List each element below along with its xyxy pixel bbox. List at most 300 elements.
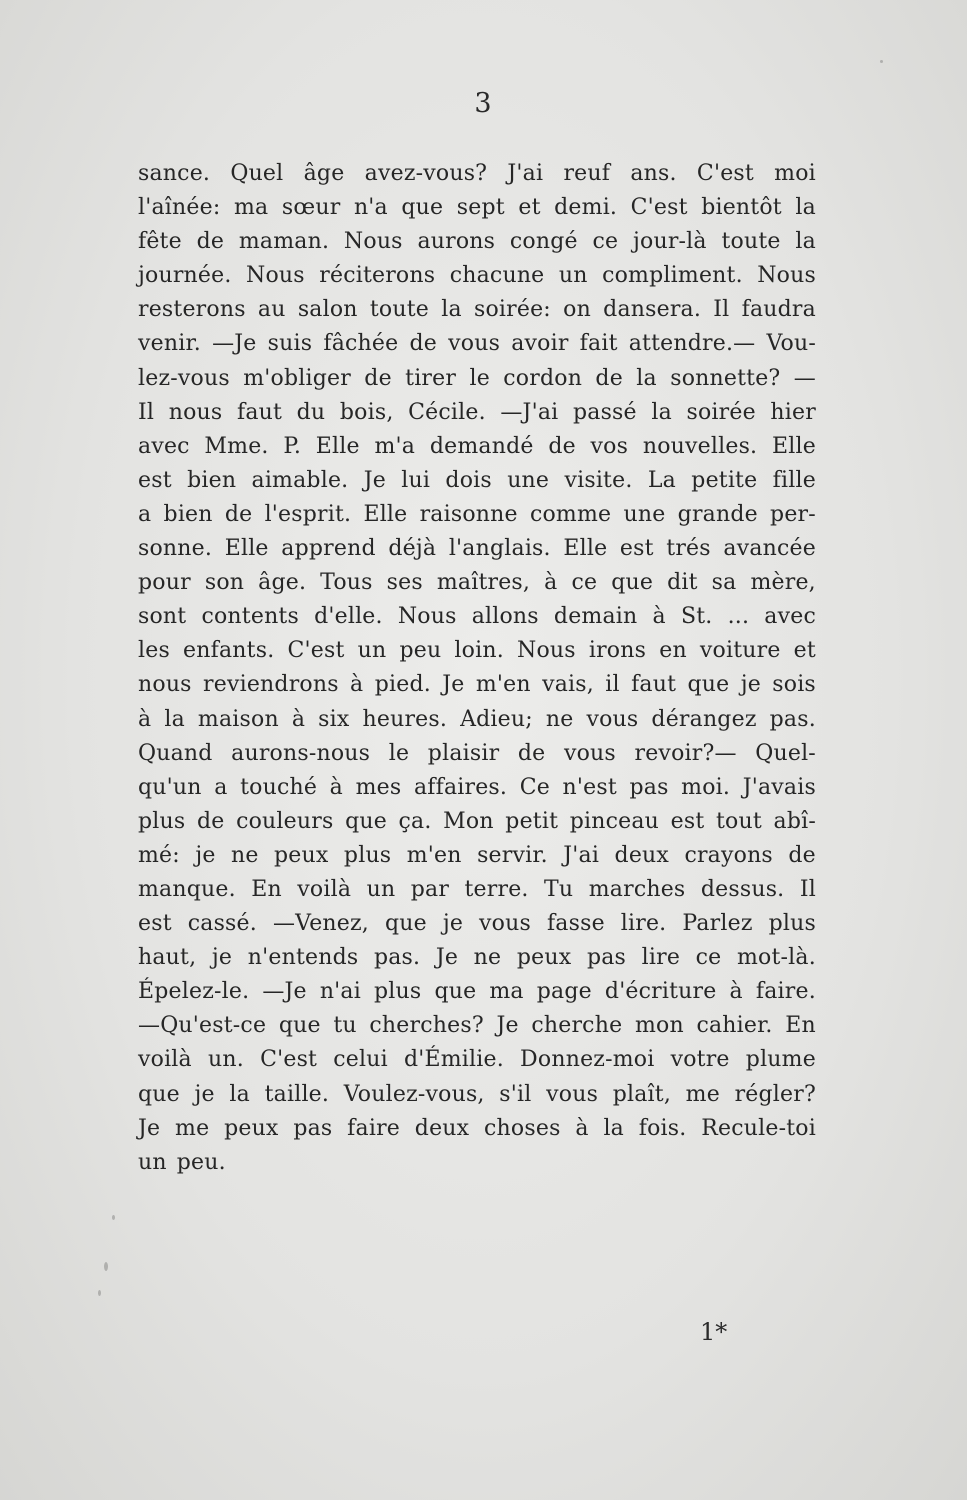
word: toute xyxy=(721,229,781,255)
word: cahier. xyxy=(696,1013,773,1039)
word: C'est xyxy=(260,1047,318,1073)
word: aurons-nous xyxy=(231,740,371,766)
word: il xyxy=(605,672,620,698)
text-line xyxy=(138,771,816,805)
word: le xyxy=(469,365,490,391)
word: avec xyxy=(764,604,816,630)
word: vous xyxy=(586,706,639,732)
word: de xyxy=(196,229,225,255)
word: du xyxy=(296,399,326,425)
word: la xyxy=(229,1081,250,1107)
word: par xyxy=(410,876,450,902)
word: Mme. xyxy=(204,433,269,459)
word: vous xyxy=(479,911,531,937)
word: En xyxy=(785,1013,816,1039)
word: ma xyxy=(233,195,269,221)
word: peu xyxy=(399,638,442,664)
word: salon xyxy=(297,297,358,323)
word: Mon xyxy=(443,808,494,834)
word: visite. xyxy=(564,467,633,493)
word: demi. xyxy=(554,195,618,221)
text-line xyxy=(138,191,816,225)
word: de xyxy=(548,433,576,459)
word: à xyxy=(652,604,666,630)
word: demandé xyxy=(429,433,534,459)
word: Parlez xyxy=(682,911,753,937)
text-line xyxy=(138,907,816,941)
word: et xyxy=(518,195,541,221)
word: fait xyxy=(579,331,618,357)
word: m'en xyxy=(475,672,531,698)
word: le xyxy=(388,740,410,766)
word: Adieu; xyxy=(460,706,533,732)
word: s'il xyxy=(499,1081,532,1107)
word: à xyxy=(350,672,364,698)
word: trés xyxy=(666,536,711,562)
word: je xyxy=(740,672,761,698)
word: maîtres, xyxy=(436,570,531,596)
word: Nous xyxy=(397,604,457,630)
text-line xyxy=(138,1043,816,1077)
word: Tu xyxy=(544,876,574,902)
text-line xyxy=(138,600,816,634)
word: En xyxy=(251,876,282,902)
word: Il xyxy=(138,399,155,425)
word: haut, xyxy=(138,945,197,971)
word: J'avais xyxy=(742,774,816,800)
word: tirer xyxy=(405,365,457,391)
word: couleurs xyxy=(236,808,334,834)
word: fâchée xyxy=(323,331,399,357)
text-line xyxy=(138,259,816,293)
text-line xyxy=(138,941,816,975)
word: loin. xyxy=(454,638,504,664)
word: congé xyxy=(509,229,578,255)
word: mot-là. xyxy=(736,945,816,971)
word: resterons xyxy=(138,297,246,323)
paper-speck xyxy=(98,1290,101,1296)
word: Je xyxy=(496,1013,519,1039)
word: ce xyxy=(571,570,598,596)
word: Épelez-le. xyxy=(138,979,250,1005)
word: m'obliger xyxy=(243,365,351,391)
word: la xyxy=(651,399,672,425)
word: une xyxy=(623,501,666,527)
word: pinceau xyxy=(569,808,660,834)
word: contents xyxy=(201,604,299,630)
word: je xyxy=(194,1081,215,1107)
word: Ce xyxy=(519,774,550,800)
word: ne xyxy=(473,945,502,971)
paper-speck xyxy=(104,1262,108,1271)
text-line xyxy=(138,362,816,396)
word: —J'ai xyxy=(500,399,559,425)
word: bien xyxy=(187,467,237,493)
body-text xyxy=(138,157,816,1180)
word: l'aînée: xyxy=(138,195,221,221)
word: pas. xyxy=(373,945,421,971)
word: C'est xyxy=(630,195,688,221)
text-line xyxy=(138,1112,816,1146)
word: sonne. xyxy=(138,536,213,562)
word: vous xyxy=(546,1081,599,1107)
word: mère, xyxy=(750,570,816,596)
word: et xyxy=(793,638,816,664)
word: Il xyxy=(799,876,816,902)
word: touché xyxy=(240,774,318,800)
word: déjà xyxy=(388,536,437,562)
text-line xyxy=(138,430,816,464)
word: vous xyxy=(448,331,501,357)
word: Je xyxy=(363,467,386,493)
word: régler? xyxy=(734,1081,816,1107)
word: de xyxy=(409,331,438,357)
text-line xyxy=(138,634,816,668)
word: irons xyxy=(588,638,647,664)
word: à xyxy=(291,706,306,732)
word: son xyxy=(204,570,245,596)
word: Tous xyxy=(320,570,373,596)
text-line xyxy=(138,293,816,327)
word: C'est xyxy=(696,161,754,186)
word: à xyxy=(138,706,152,732)
word: Nous xyxy=(246,263,305,289)
word: plume xyxy=(745,1047,816,1073)
word: Recule-toi xyxy=(701,1115,816,1141)
word: La xyxy=(647,467,676,493)
word: voiture xyxy=(699,638,781,664)
word: au xyxy=(257,297,286,323)
word: ma xyxy=(489,979,524,1005)
word: Cécile. xyxy=(408,399,486,425)
word: maman. xyxy=(238,229,330,255)
word: nous xyxy=(168,399,223,425)
word: affaires. xyxy=(413,774,508,800)
word: dansera. xyxy=(603,297,702,323)
word: peux xyxy=(516,945,572,971)
word: de xyxy=(595,365,623,391)
word: de xyxy=(196,808,225,834)
word: toute xyxy=(369,297,429,323)
word: à xyxy=(544,570,558,596)
word: P. xyxy=(283,433,302,459)
word: ses xyxy=(386,570,423,596)
word: nouvelles. xyxy=(642,433,758,459)
word: Il xyxy=(713,297,730,323)
word: faut xyxy=(631,672,677,698)
word: que xyxy=(611,570,654,596)
word: à xyxy=(329,774,343,800)
word: ce xyxy=(695,945,722,971)
word: voilà xyxy=(297,876,352,902)
word: fille xyxy=(772,467,816,493)
word: pour xyxy=(138,570,191,596)
word: est xyxy=(619,536,654,562)
word: a xyxy=(138,501,152,527)
word: Nous xyxy=(757,263,816,289)
word: peu. xyxy=(176,1149,226,1175)
word: C'est xyxy=(287,638,345,664)
word: Je xyxy=(435,945,459,971)
word: aimable. xyxy=(251,467,349,493)
text-line xyxy=(138,464,816,498)
word: me xyxy=(685,1081,720,1107)
word: —Qu'est-ce xyxy=(138,1013,267,1039)
word: faire. xyxy=(755,979,816,1005)
word: sa xyxy=(711,570,737,596)
word: l'anglais. xyxy=(448,536,551,562)
word: Elle xyxy=(315,433,360,459)
word: deux xyxy=(614,842,670,868)
word: fête xyxy=(138,229,182,255)
paper-speck xyxy=(880,60,883,63)
word: celui xyxy=(333,1047,388,1073)
word: Elle xyxy=(563,536,608,562)
text-line xyxy=(138,703,816,737)
word: dit xyxy=(667,570,698,596)
text-line xyxy=(138,668,816,702)
word: taille. xyxy=(264,1081,330,1107)
text-line xyxy=(138,737,816,771)
word: —Je xyxy=(262,979,307,1005)
word: plus xyxy=(343,842,392,868)
text-line xyxy=(138,1009,816,1043)
word: sont xyxy=(138,604,187,630)
word: mé: xyxy=(138,842,180,868)
word: est xyxy=(138,911,172,937)
text-line xyxy=(138,805,816,839)
word: lui xyxy=(401,467,431,493)
text-line xyxy=(138,975,816,1009)
word: bientôt xyxy=(701,195,782,221)
word: journée. xyxy=(138,263,232,289)
word: suis xyxy=(267,331,313,357)
word: Voulez-vous, xyxy=(343,1081,485,1107)
word: d'écriture xyxy=(604,979,717,1005)
word: que xyxy=(278,1013,321,1039)
text-line xyxy=(138,225,816,259)
word: page xyxy=(536,979,592,1005)
word: la xyxy=(795,229,816,255)
word: grande xyxy=(677,501,758,527)
word: maison xyxy=(197,706,279,732)
word: plaît, xyxy=(612,1081,672,1107)
word: moi. xyxy=(681,774,731,800)
word: soirée: xyxy=(473,297,551,323)
word: plaisir xyxy=(427,740,500,766)
word: J'ai xyxy=(563,842,600,868)
word: venir. xyxy=(138,331,201,357)
word: les xyxy=(138,638,170,664)
word: une xyxy=(507,467,550,493)
word: que xyxy=(384,911,427,937)
text-line xyxy=(138,566,816,600)
word: n'ai xyxy=(319,979,361,1005)
word: mon xyxy=(634,1013,684,1039)
word: revoir?— xyxy=(634,740,737,766)
word: comme xyxy=(529,501,612,527)
word: sœur xyxy=(281,195,341,221)
word: l'esprit. xyxy=(264,501,352,527)
word: attendre.— xyxy=(628,331,756,357)
word: de xyxy=(788,842,816,868)
word: est xyxy=(670,808,705,834)
word: plus xyxy=(768,911,816,937)
word: tu xyxy=(333,1013,357,1039)
word: cherches? xyxy=(369,1013,484,1039)
word: soirée xyxy=(686,399,756,425)
word: per- xyxy=(770,501,816,527)
word: Elle xyxy=(771,433,816,459)
word: avancée xyxy=(723,536,816,562)
word: chacune xyxy=(449,263,545,289)
word: plus xyxy=(138,808,186,834)
word: avec xyxy=(138,433,190,459)
word: peux xyxy=(224,1115,279,1141)
text-line xyxy=(138,873,816,907)
word: je xyxy=(442,911,464,937)
word: que xyxy=(138,1081,180,1107)
word: n'est xyxy=(562,774,617,800)
word: un xyxy=(558,263,588,289)
word: pas xyxy=(293,1115,333,1141)
word: lire. xyxy=(620,911,667,937)
word: de xyxy=(224,501,253,527)
word: âge. xyxy=(258,570,307,596)
word: un. xyxy=(208,1047,244,1073)
word: qu'un xyxy=(138,774,202,800)
word: lire xyxy=(641,945,681,971)
word: fasse xyxy=(546,911,605,937)
word: terre. xyxy=(464,876,529,902)
word: faire xyxy=(347,1115,401,1141)
word: — xyxy=(793,365,816,391)
word: dessus. xyxy=(700,876,785,902)
word: enfants. xyxy=(183,638,275,664)
word: raisonne xyxy=(419,501,518,527)
word: tout xyxy=(716,808,762,834)
word: ans. xyxy=(630,161,677,186)
word: avez-vous? xyxy=(364,161,488,186)
word: passé xyxy=(572,399,637,425)
word: réciterons xyxy=(319,263,436,289)
text-line xyxy=(138,839,816,873)
word: n'entends xyxy=(247,945,359,971)
word: sois xyxy=(772,672,816,698)
word: Quand xyxy=(138,740,213,766)
word: d'elle. xyxy=(314,604,383,630)
word: Nous xyxy=(343,229,403,255)
word: Donnez-moi xyxy=(520,1047,655,1073)
word: petite xyxy=(691,467,758,493)
word: a xyxy=(214,774,228,800)
word: Elle xyxy=(224,536,269,562)
word: de xyxy=(517,740,546,766)
word: je xyxy=(211,945,233,971)
text-line xyxy=(138,157,816,191)
word: St. xyxy=(680,604,713,630)
text-line xyxy=(138,498,816,532)
word: ... xyxy=(727,604,750,630)
signature-mark: 1* xyxy=(700,1318,728,1346)
word: vous xyxy=(563,740,616,766)
word: Je xyxy=(442,672,465,698)
word: ce xyxy=(592,229,619,255)
word: servir. xyxy=(477,842,548,868)
word: que xyxy=(401,195,444,221)
word: que xyxy=(434,979,477,1005)
word: la xyxy=(164,706,185,732)
word: votre xyxy=(670,1047,730,1073)
word: Vou- xyxy=(766,331,816,357)
word: faudra xyxy=(741,297,816,323)
word: ne xyxy=(231,842,259,868)
word: pas. xyxy=(769,706,816,732)
word: voilà xyxy=(138,1047,192,1073)
word: Quel xyxy=(230,161,284,186)
word: m'a xyxy=(374,433,416,459)
word: que xyxy=(687,672,730,698)
word: mes xyxy=(355,774,402,800)
word: pas xyxy=(586,945,627,971)
word: crayons xyxy=(684,842,773,868)
word: allons xyxy=(471,604,539,630)
word: Je xyxy=(138,1115,161,1141)
word: heures. xyxy=(362,706,448,732)
word: en xyxy=(659,638,687,664)
word: un xyxy=(366,876,396,902)
word: je xyxy=(195,842,216,868)
word: pied. xyxy=(374,672,431,698)
word: reuf xyxy=(563,161,611,186)
word: sonnette? xyxy=(670,365,781,391)
word: six xyxy=(318,706,350,732)
text-line xyxy=(138,1146,816,1180)
word: ça. xyxy=(398,808,432,834)
word: la xyxy=(795,195,816,221)
word: avoir xyxy=(511,331,569,357)
word: compliment. xyxy=(602,263,743,289)
word: m'en xyxy=(406,842,462,868)
text-line xyxy=(138,1078,816,1112)
word: d'Émilie. xyxy=(403,1047,504,1073)
word: pas xyxy=(629,774,669,800)
page-number: 3 xyxy=(474,88,493,119)
word: un xyxy=(357,638,387,664)
word: vais, xyxy=(542,672,594,698)
word: la xyxy=(636,365,657,391)
word: de xyxy=(364,365,392,391)
word: demain xyxy=(553,604,638,630)
word: petit xyxy=(505,808,559,834)
word: aurons xyxy=(417,229,496,255)
word: bien xyxy=(163,501,213,527)
word: Quel- xyxy=(755,740,816,766)
word: plus xyxy=(374,979,422,1005)
word: peux xyxy=(274,842,329,868)
word: manque. xyxy=(138,876,236,902)
word: à xyxy=(729,979,743,1005)
word: dois xyxy=(445,467,492,493)
word: à xyxy=(575,1115,589,1141)
word: marches xyxy=(588,876,686,902)
word: J'ai xyxy=(507,161,544,186)
word: dérangez xyxy=(651,706,757,732)
word: reviendrons xyxy=(203,672,339,698)
word: un xyxy=(138,1149,167,1175)
word: sance. xyxy=(138,161,211,186)
word: Nous xyxy=(517,638,576,664)
